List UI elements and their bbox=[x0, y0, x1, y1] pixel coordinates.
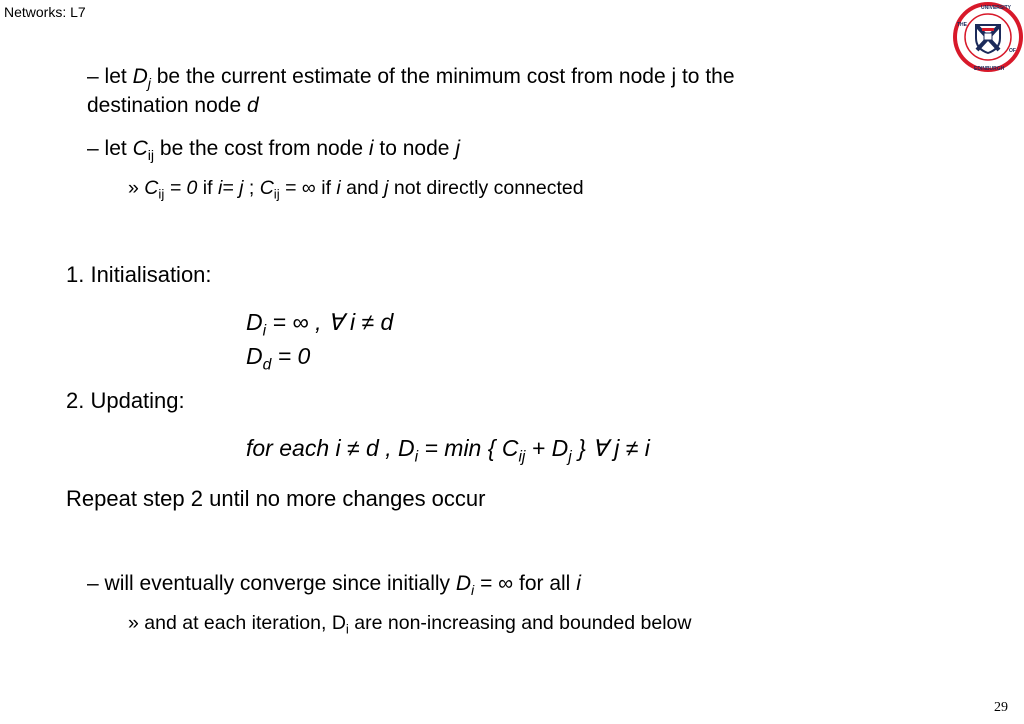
dash: – bbox=[87, 137, 99, 160]
bullet-text: to node bbox=[379, 137, 450, 160]
bullet-text: are non-increasing and bounded below bbox=[354, 612, 692, 634]
symbol-D: D bbox=[455, 572, 472, 595]
bullet-text: not directly connected bbox=[393, 177, 584, 199]
svg-text:OF: OF bbox=[1009, 48, 1016, 54]
init-formula-1 bbox=[246, 308, 394, 340]
subscript-ij: ij bbox=[273, 186, 280, 202]
subscript-i: i bbox=[471, 582, 475, 599]
word-let: let bbox=[104, 65, 127, 88]
raquo: » bbox=[128, 177, 139, 199]
eq-infinity: = ∞ bbox=[285, 177, 316, 199]
init-formula-2 bbox=[246, 342, 311, 374]
subscript-ij: ij bbox=[158, 186, 165, 202]
formula-part: for each i ≠ d , D bbox=[246, 435, 415, 461]
symbol-j: j bbox=[455, 137, 460, 160]
slide-header: Networks: L7 bbox=[4, 4, 86, 20]
symbol-D: D bbox=[246, 309, 263, 335]
subscript-j: j bbox=[568, 448, 572, 466]
sub-bullet-nonincreasing bbox=[128, 611, 691, 635]
step1-label: 1. Initialisation: bbox=[66, 262, 212, 287]
formula-rest: = 0 bbox=[277, 343, 311, 369]
symbol-C: C bbox=[132, 137, 148, 160]
eq-zero: = 0 bbox=[169, 177, 198, 199]
subscript-j: j bbox=[147, 75, 151, 92]
bullet-text: for all bbox=[518, 572, 571, 595]
symbol-D: D bbox=[246, 343, 263, 369]
raquo: » bbox=[128, 612, 139, 634]
bullet-text: be the current estimate of the minimum cost from node j to the bbox=[156, 65, 735, 88]
symbol-C: C bbox=[259, 177, 274, 199]
symbol-D: D bbox=[132, 65, 148, 88]
formula-part: } ∀ j ≠ i bbox=[578, 435, 650, 461]
bullet-current-estimate bbox=[87, 64, 735, 90]
university-crest-logo bbox=[951, 0, 1024, 74]
dash: – bbox=[87, 65, 99, 88]
repeat-instruction: Repeat step 2 until no more changes occur bbox=[66, 486, 486, 511]
symbol-i: i bbox=[368, 137, 374, 160]
subscript-ij: ij bbox=[147, 147, 155, 164]
bullet-convergence bbox=[87, 571, 581, 597]
bullet-cost-definition bbox=[87, 136, 460, 162]
bullet-text: destination node bbox=[87, 94, 242, 117]
bullet-current-estimate-line2 bbox=[87, 93, 259, 119]
word-if: if bbox=[321, 177, 331, 199]
update-formula bbox=[246, 434, 650, 466]
word-if: if bbox=[202, 177, 213, 199]
semicolon: ; bbox=[248, 177, 255, 199]
word-let: let bbox=[104, 137, 127, 160]
page-number: 29 bbox=[994, 700, 1008, 715]
bullet-text: will eventually converge since initially bbox=[104, 572, 451, 595]
symbol-i: i bbox=[336, 177, 341, 199]
eq-infinity: = ∞ bbox=[480, 572, 514, 595]
dash: – bbox=[87, 572, 99, 595]
symbol-C: C bbox=[144, 177, 159, 199]
bullet-text: be the cost from node bbox=[159, 137, 364, 160]
formula-rest: = ∞ , ∀ i ≠ d bbox=[272, 309, 394, 335]
subscript-i: i bbox=[262, 322, 267, 340]
word-and: and bbox=[346, 177, 379, 199]
svg-text:THE: THE bbox=[957, 22, 967, 28]
step2-label: 2. Updating: bbox=[66, 388, 185, 413]
formula-part: + D bbox=[531, 435, 569, 461]
subscript-i: i bbox=[345, 621, 349, 637]
subscript-ij: ij bbox=[518, 448, 526, 466]
sub-bullet-cost-values bbox=[128, 176, 584, 200]
formula-part: = min { C bbox=[424, 435, 519, 461]
i-eq-j: i= j bbox=[217, 177, 244, 199]
symbol-d: d bbox=[246, 94, 259, 117]
subscript-i: i bbox=[414, 448, 419, 466]
subscript-d: d bbox=[262, 356, 272, 374]
symbol-j: j bbox=[384, 177, 389, 199]
bullet-text: and at each iteration, D bbox=[144, 612, 346, 634]
svg-text:EDINBURGH: EDINBURGH bbox=[974, 66, 1005, 72]
svg-text:UNIVERSITY: UNIVERSITY bbox=[981, 5, 1012, 11]
symbol-i: i bbox=[576, 572, 581, 595]
